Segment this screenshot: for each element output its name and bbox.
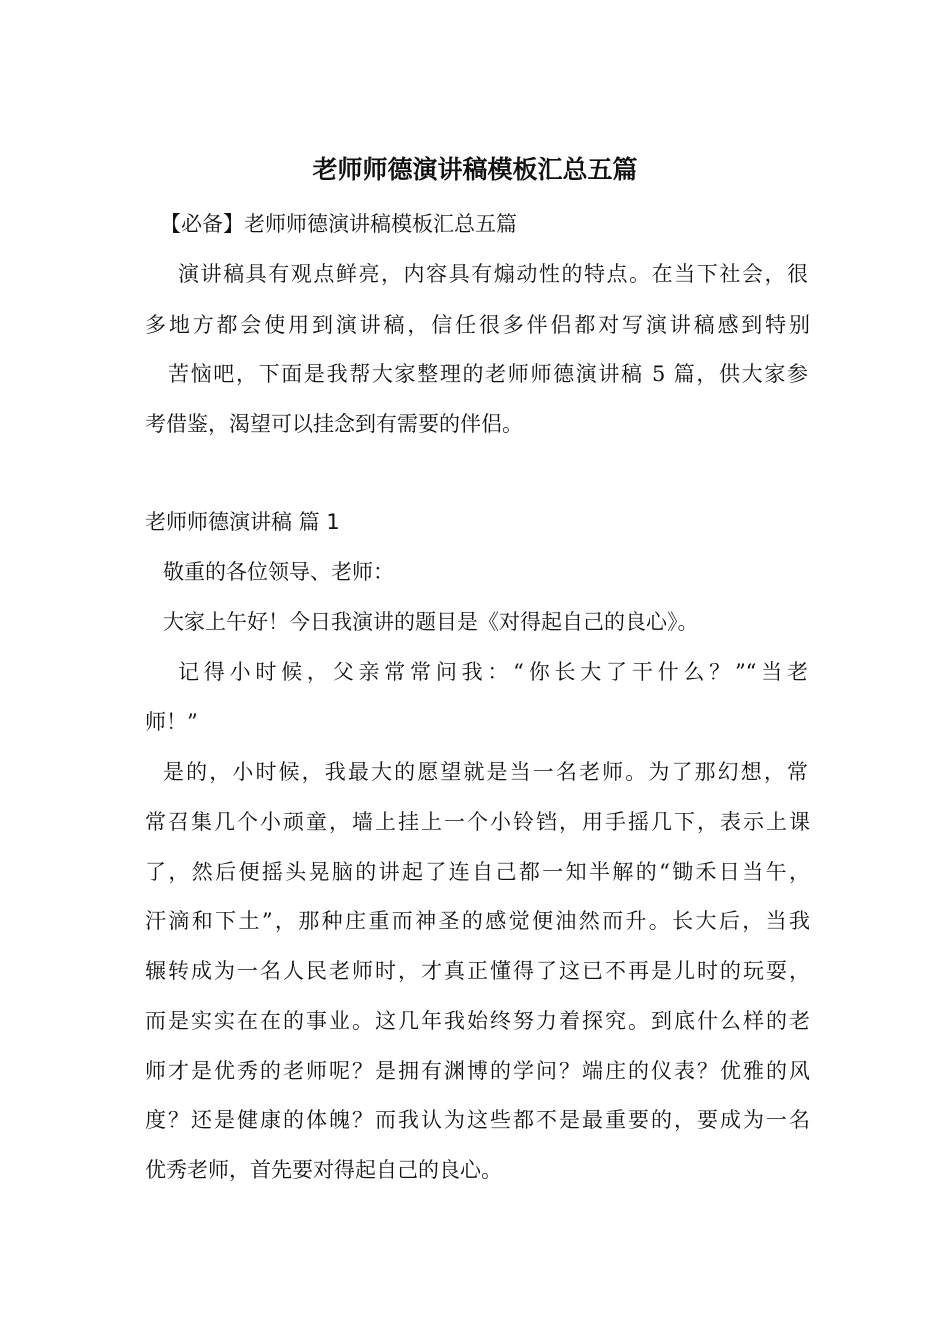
section-1-body-line-7: 师才是优秀的老师呢？是拥有渊博的学问？端庄的仪表？优雅的风 (145, 1059, 810, 1083)
section-1-greeting: 敬重的各位领导、老师： (163, 560, 394, 584)
intro-heading: 【必备】老师师德演讲稿模板汇总五篇 (160, 212, 517, 236)
section-1-body-line-2: 常召集几个小顽童，墙上挂上一个小铃铛，用手摇几下，表示上课 (145, 810, 810, 834)
section-1-opening: 大家上午好！今日我演讲的题目是《对得起自己的良心》。 (163, 610, 699, 634)
document-title: 老师师德演讲稿模板汇总五篇 (312, 155, 638, 184)
section-1-body-line-1: 是的，小时候，我最大的愿望就是当一名老师。为了那幻想，常 (163, 760, 808, 784)
section-1-heading: 老师师德演讲稿 篇 1 (145, 510, 340, 534)
section-1-body-line-4: 汗滴和下土”，那种庄重而神圣的感觉便油然而升。长大后，当我 (145, 909, 810, 933)
section-1-body-line-3: 了，然后便摇头晃脑的讲起了连自己都一知半解的“锄禾日当午， (145, 860, 810, 884)
intro-line-3: 苦恼吧，下面是我帮大家整理的老师师德演讲稿 5 篇，供大家参 (168, 362, 808, 386)
section-1-body-line-6: 而是实实在在的事业。这几年我始终努力着探究。到底什么样的老 (145, 1009, 810, 1033)
intro-line-1: 演讲稿具有观点鲜亮，内容具有煽动性的特点。在当下社会，很 (178, 262, 808, 286)
section-1-memory-line-2: 师！” (145, 710, 198, 734)
section-1-memory-line-1: 记得小时候，父亲常常问我：“你长大了干什么？”“当老 (178, 660, 808, 684)
section-1-body-line-5: 辗转成为一名人民老师时，才真正懂得了这已不再是儿时的玩耍， (145, 959, 810, 983)
section-1-body-line-8: 度？还是健康的体魄？而我认为这些都不是最重要的，要成为一名 (145, 1108, 810, 1132)
intro-line-4: 考借鉴，渴望可以挂念到有需要的伴侣。 (145, 412, 523, 436)
intro-line-2: 多地方都会使用到演讲稿，信任很多伴侣都对写演讲稿感到特别 (145, 313, 810, 337)
section-1-body-line-9: 优秀老师，首先要对得起自己的良心。 (145, 1158, 502, 1182)
